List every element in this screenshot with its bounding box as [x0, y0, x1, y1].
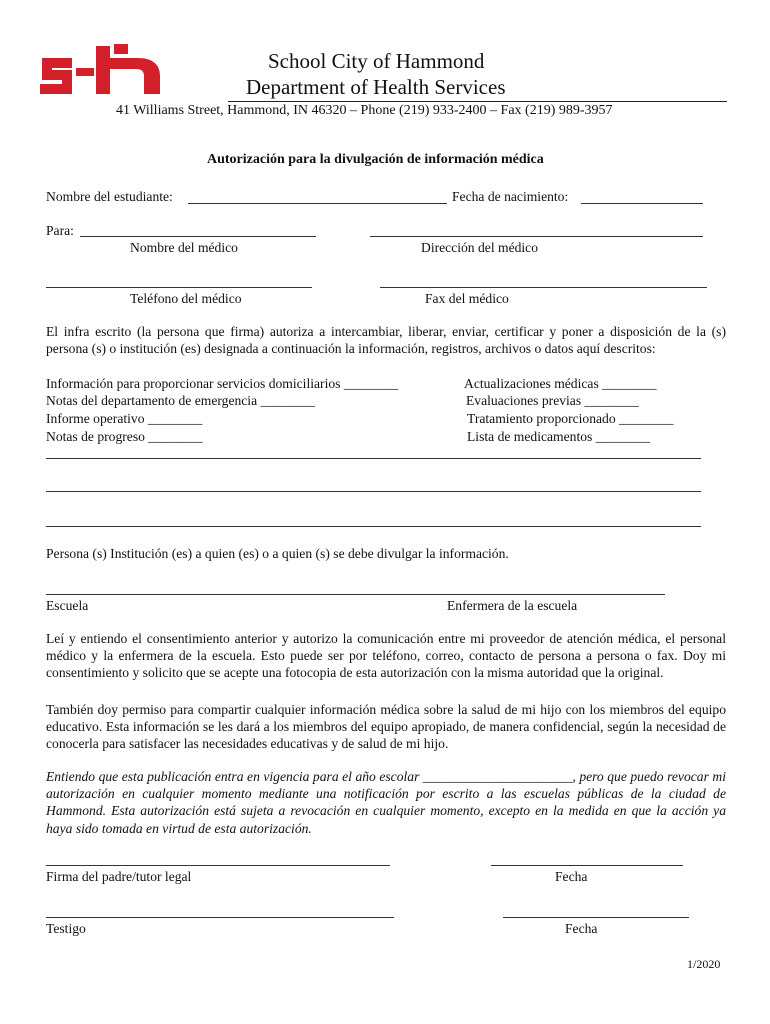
checklist-item[interactable]: Notas de progreso ________ [46, 429, 203, 444]
doctor-address-field[interactable] [370, 236, 703, 237]
student-name-field[interactable] [188, 203, 447, 204]
details-line-1[interactable] [46, 458, 701, 459]
guardian-signature-label: Firma del padre/tutor legal [46, 869, 192, 884]
guardian-signature-field[interactable] [46, 865, 390, 866]
checklist-item[interactable]: Notas del departamento de emergencia ________ [46, 393, 315, 408]
header-rule [228, 101, 727, 102]
date-label-1: Fecha [555, 869, 588, 884]
witness-field[interactable] [46, 917, 394, 918]
details-line-3[interactable] [46, 526, 701, 527]
doctor-name-label: Nombre del médico [130, 240, 238, 255]
recipient-text: Persona (s) Institución (es) a quien (es) o a quien (s) se debe divulgar la información. [46, 546, 509, 561]
dept-name: Department of Health Services [246, 75, 506, 99]
checklist-item[interactable]: Evaluaciones previas ________ [466, 393, 639, 408]
to-label: Para: [46, 223, 74, 238]
doctor-phone-label: Teléfono del médico [130, 291, 242, 306]
witness-label: Testigo [46, 921, 86, 936]
revision-date: 1/2020 [687, 957, 721, 971]
nurse-label: Enfermera de la escuela [447, 598, 578, 613]
doctor-fax-field[interactable] [380, 287, 707, 288]
date-field-1[interactable] [491, 865, 683, 866]
form-title: Autorización para la divulgación de información médica [207, 152, 544, 167]
doctor-fax-label: Fax del médico [425, 291, 509, 306]
school-city-logo [38, 44, 164, 96]
date-field-2[interactable] [503, 917, 689, 918]
consent-paragraph: Leí y entiendo el consentimiento anterior y autorizo la comunicación entre mi proveedor de atención médica, el personal médico y la enfermera de la escuela. Esto puede ser por teléfono, correo, contacto de persona a persona o fax. Doy mi consentimiento y solicito que se acepte una fotocopia de esta autorización con la misma autoridad que la original. [46, 631, 726, 681]
validity-paragraph: Entiendo que esta publicación entra en vigencia para el año escolar ______________________, pero que puedo revocar mi autorización en cualquier momento mediante una notificación por escrito a las escuelas públicas de la ciudad de Hammond. Esta autorización está sujeta a revocación en cualquier momento, excepto en la medida en que la acción ya haya sido tomada en virtud de esta autorización. [46, 769, 726, 836]
doctor-address-label: Dirección del médico [421, 240, 539, 255]
doctor-name-field[interactable] [80, 236, 316, 237]
school-label: Escuela [46, 598, 89, 613]
permission-paragraph: También doy permiso para compartir cualquier información médica sobre la salud de mi hijo con los miembros del equipo educativo. Esta información se les dará a los miembros del equipo apropiado, de manera confidencial, según la necesidad de conocerla para satisfacer las necesidades educativas y de salud de mi hijo. [46, 702, 726, 752]
date-label-2: Fecha [565, 921, 598, 936]
intro-paragraph: El infra escrito (la persona que firma) autoriza a intercambiar, liberar, enviar, certificar y poner a disposición de la (s) persona (s) o institución (es) designada a continuación la información, registros, archivos o datos aquí descritos: [46, 324, 726, 357]
checklist-item[interactable]: Actualizaciones médicas ________ [464, 376, 657, 391]
details-line-2[interactable] [46, 491, 701, 492]
birth-date-field[interactable] [581, 203, 703, 204]
recipient-field[interactable] [46, 594, 665, 595]
birth-date-label: Fecha de nacimiento: [452, 189, 569, 204]
checklist-item[interactable]: Lista de medicamentos ________ [467, 429, 651, 444]
student-name-label: Nombre del estudiante: [46, 189, 173, 204]
checklist-item[interactable]: Tratamiento proporcionado ________ [467, 411, 674, 426]
header-address: 41 Williams Street, Hammond, IN 46320 – Phone (219) 933-2400 – Fax (219) 989-3957 [116, 103, 613, 118]
checklist-item[interactable]: Información para proporcionar servicios domiciliarios ________ [46, 376, 399, 391]
checklist-item[interactable]: Informe operativo ________ [46, 411, 203, 426]
doctor-phone-field[interactable] [46, 287, 312, 288]
org-name: School City of Hammond [268, 49, 485, 73]
